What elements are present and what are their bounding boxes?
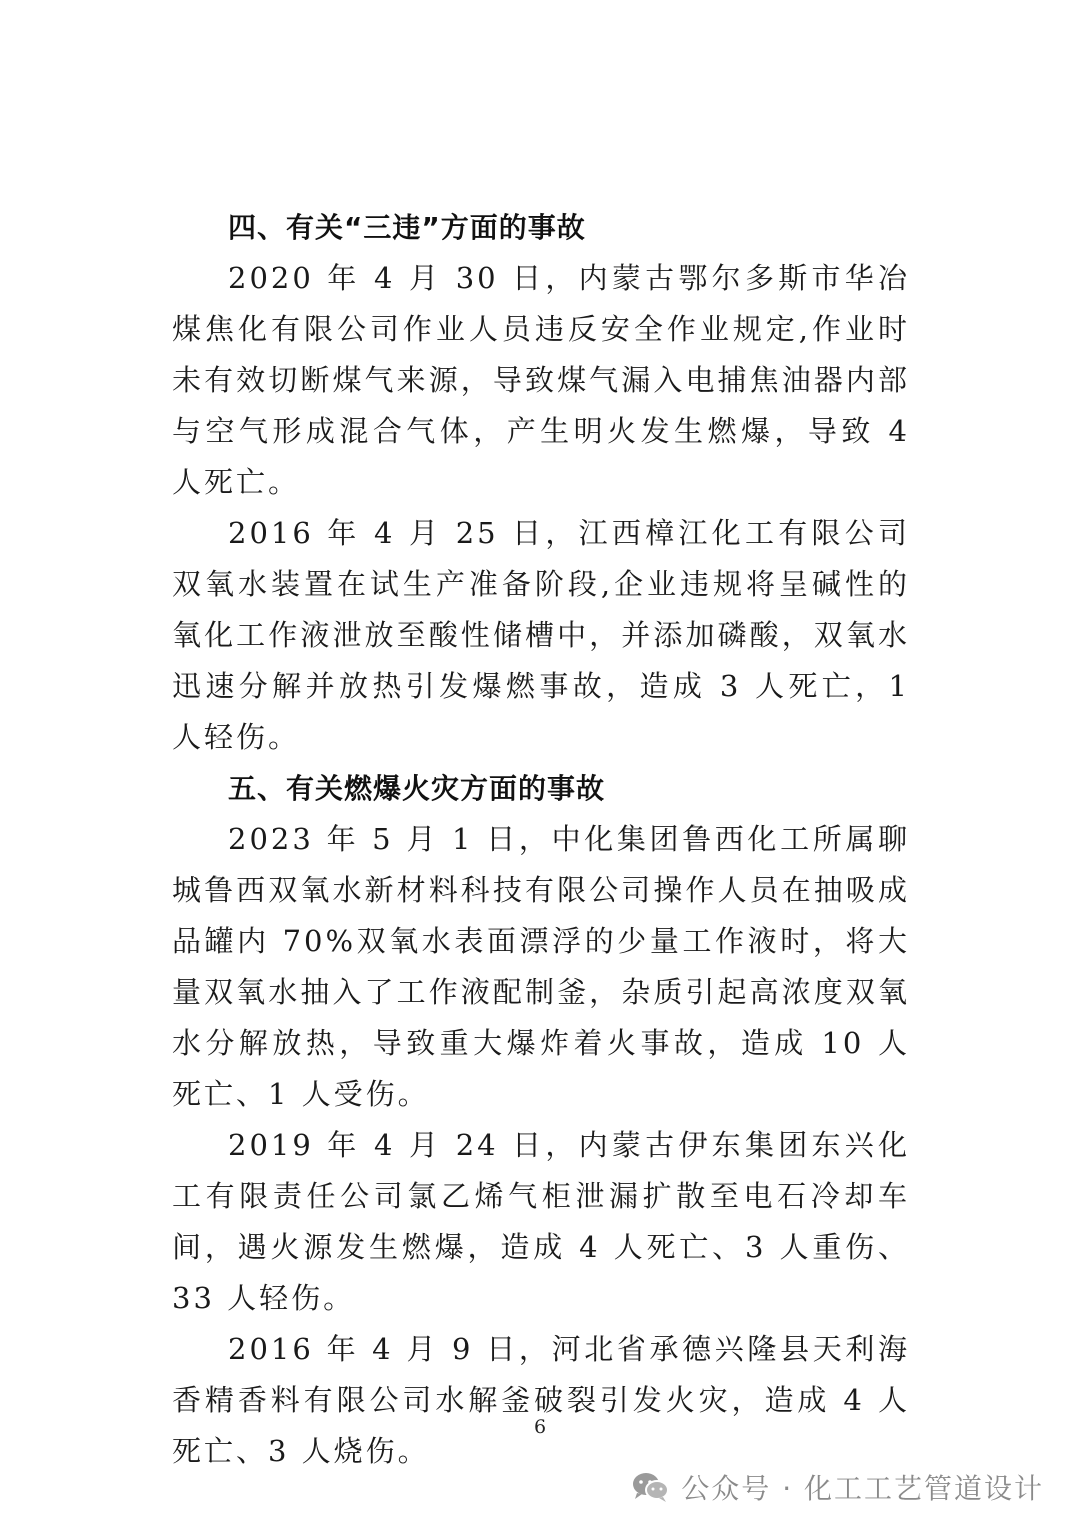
wechat-icon — [631, 1471, 669, 1503]
section-heading-violations: 四、有关“三违”方面的事故 — [228, 211, 586, 244]
watermark — [631, 1462, 1044, 1512]
paragraph: 2020 年 4 月 30 日，内蒙古鄂尔多斯市华冶煤焦化有限公司作业人员违反安全作业规定,作业时未有效切断煤气来源，导致煤气漏入电捕焦油器内部与空气形成混合气体，产生明火发生燃爆，导致 4 人死亡。 — [172, 261, 910, 499]
paragraph: 2019 年 4 月 24 日，内蒙古伊东集团东兴化工有限责任公司氯乙烯气柜泄漏扩散至电石冷却车间，遇火源发生燃爆，造成 4 人死亡、3 人重伤、33 人轻伤。 — [172, 1128, 910, 1315]
paragraph: 2016 年 4 月 9 日，河北省承德兴隆县天利海香精香料有限公司水解釜破裂引发火灾，造成 4 人死亡、3 人烧伤。 — [172, 1332, 910, 1468]
section-heading-explosion-fire: 五、有关燃爆火灾方面的事故 — [228, 772, 606, 805]
paragraph: 2016 年 4 月 25 日，江西樟江化工有限公司双氧水装置在试生产准备阶段,企业违规将呈碱性的氧化工作液泄放至酸性储槽中，并添加磷酸，双氧水迅速分解并放热引发爆燃事故，造成 3 人死亡，1 人轻伤。 — [172, 516, 910, 754]
paragraph: 2023 年 5 月 1 日，中化集团鲁西化工所属聊城鲁西双氧水新材料科技有限公司操作人员在抽吸成品罐内 70%双氧水表面漂浮的少量工作液时，将大量双氧水抽入了工作液配制釜，杂质引起高浓度双氧水分解放热，导致重大爆炸着火事故，造成 10 人死亡、1 人受伤。 — [172, 822, 910, 1111]
page-number: 6 — [533, 1416, 547, 1438]
document-body — [172, 202, 910, 1477]
watermark-text: 公众号 · 化工工艺管道设计 — [681, 1472, 1044, 1505]
